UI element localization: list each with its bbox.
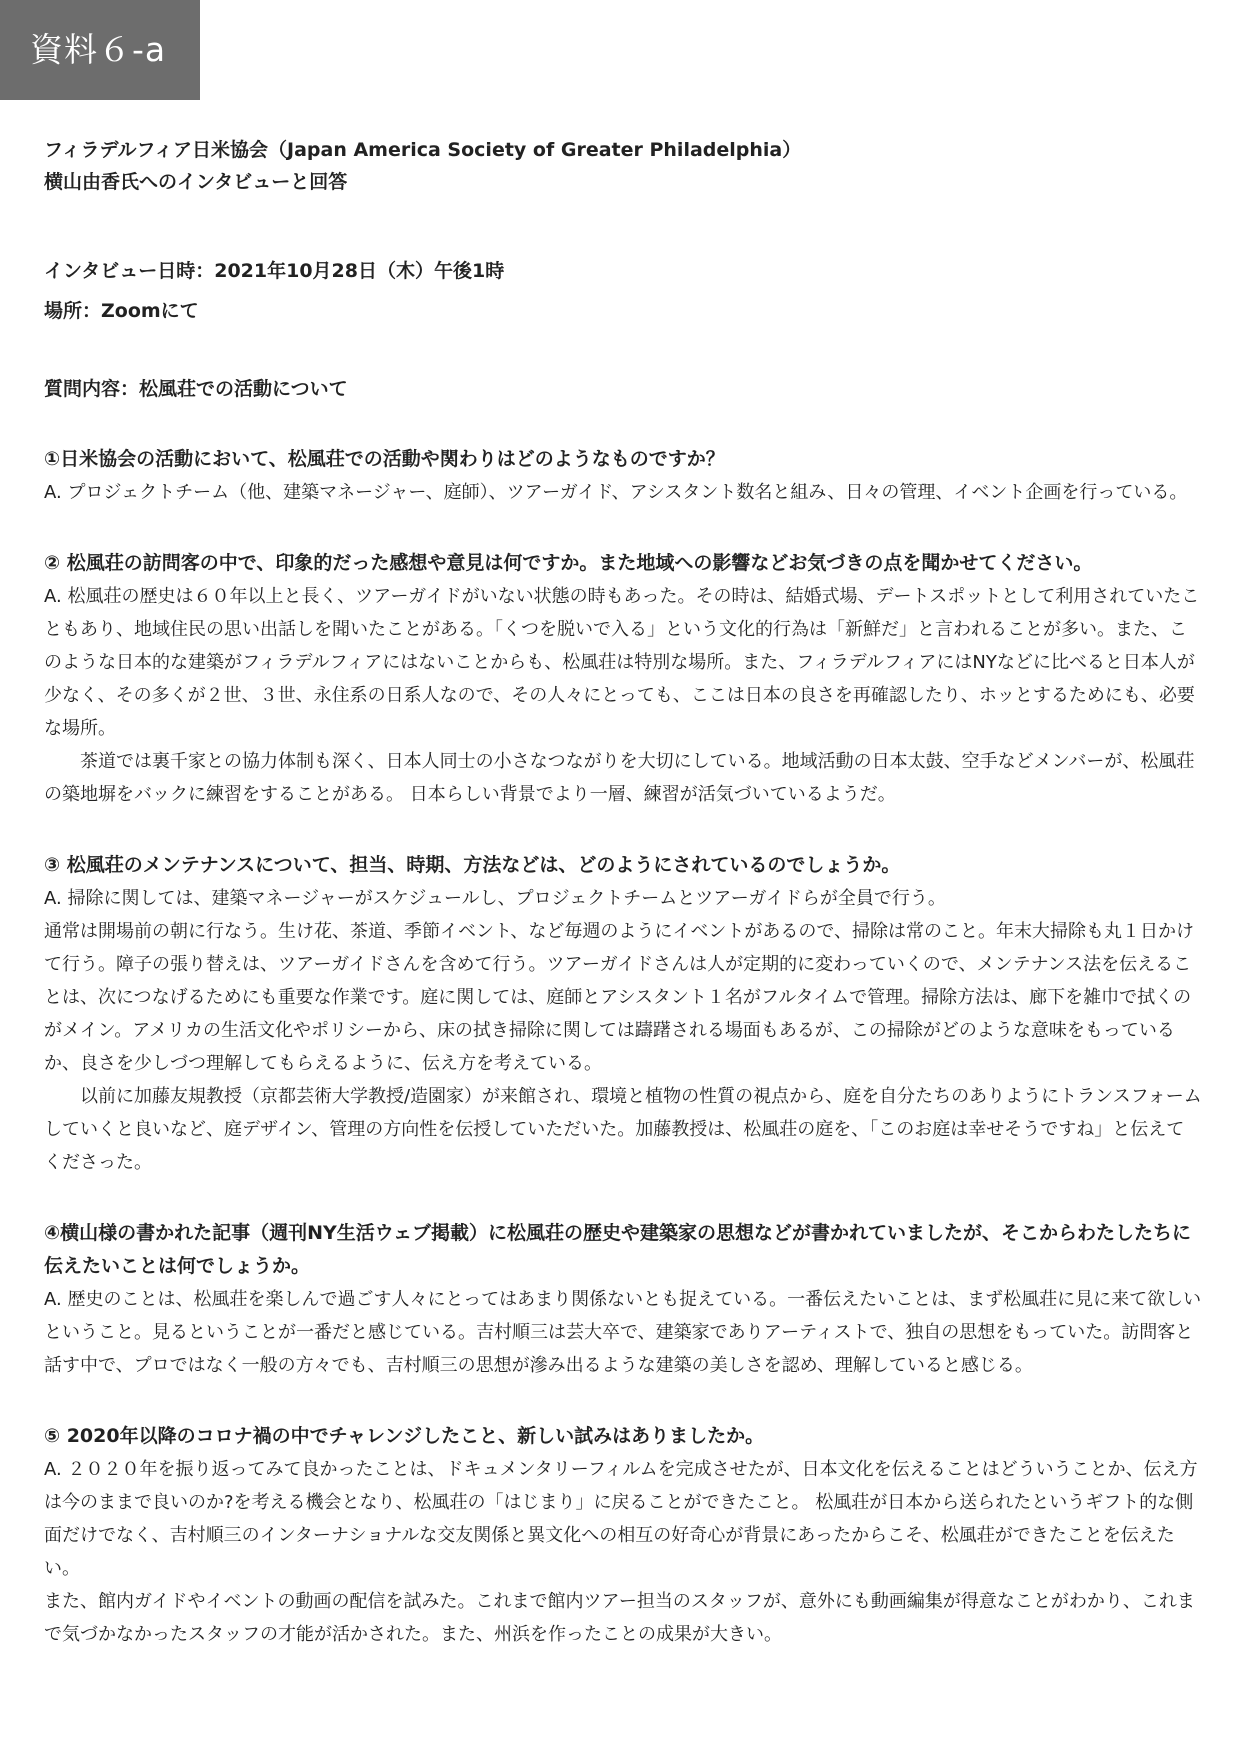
qa-item-5 — [44, 1420, 1202, 1651]
interview-subject: 質問内容：松風荘での活動について — [44, 378, 348, 400]
answer-5-paragraph-1: A. ２０２０年を振り返ってみて良かったことは、ドキュメンタリーフィルムを完成させたが、日本文化を伝えることはどういうことか、伝え方は今のままで良いのか?を考える機会となり、松風荘の「はじまり」に戻ることができたこと。 松風荘が日本から送られたというギフト的な側面だけでなく、吉村順三のインターナショナルな交友関係と異文化への相互の好奇心が背景にあったからこそ、松風荘ができたことを伝えたい。 — [44, 1459, 1198, 1579]
qa-item-4 — [44, 1217, 1202, 1382]
interview-title: 横山由香氏へのインタビューと回答 — [44, 171, 348, 193]
question-3: ③ 松風荘のメンテナンスについて、担当、時期、方法などは、どのようにされているのでしょうか。 — [44, 854, 901, 876]
answer-3-paragraph-2: 通常は開場前の朝に行なう。生け花、茶道、季節イベント、など毎週のようにイベントがあるので、掃除は常のこと。年末大掃除も丸１日かけて行う。障子の張り替えは、ツアーガイドさんを含めて行う。ツアーガイドさんは人が定期的に変わっていくので、メンテナンス法を伝えることは、次につなげるためにも重要な作業です。庭に関しては、庭師とアシスタント１名がフルタイムで管理。掃除方法は、廊下を雑巾で拭くのがメイン。アメリカの生活文化やポリシーから、床の拭き掃除に関しては躊躇される場面もあるが、この掃除がどのような意味をもっているか、良さを少しづつ理解してもらえるように、伝え方を考えている。 — [44, 921, 1195, 1074]
interview-date: インタビュー日時：2021年10月28日（木）午後1時 — [44, 260, 505, 282]
document-tag: 資料６-a — [0, 0, 200, 100]
question-2: ② 松風荘の訪問客の中で、印象的だった感想や意見は何ですか。また地域への影響などお気づきの点を聞かせてください。 — [44, 552, 1093, 574]
answer-2-paragraph-1: A. 松風荘の歴史は６０年以上と長く、ツアーガイドがいない状態の時もあった。その時は、結婚式場、デートスポットとして利用されていたこともあり、地域住民の思い出話しを聞いたことがある。「くつを脱いで入る」という文化的行為は「新鮮だ」と言われることが多い。また、このような日本的な建築がフィラデルフィアにはないことからも、松風荘は特別な場所。また、フィラデルフィアにはNYなどに比べると日本人が少なく、その多くが２世、３世、永住系の日系人なので、その人々にとっても、ここは日本の良さを再確認したり、ホッとするためにも、必要な場所。 — [44, 586, 1200, 739]
organization-title: フィラデルフィア日米協会（Japan America Society of Greater Philadelphia） — [44, 139, 802, 161]
answer-2-paragraph-2: 茶道では裏千家との協力体制も深く、日本人同士の小さなつながりを大切にしている。地域活動の日本太鼓、空手などメンバーが、松風荘の築地塀をバックに練習をすることがある。 日本らしい背景でより一層、練習が活気づいているようだ。 — [44, 751, 1195, 805]
question-4: ④横山様の書かれた記事（週刊NY生活ウェブ掲載）に松風荘の歴史や建築家の思想などが書かれていましたが、そこからわたしたちに伝えたいことは何でしょうか。 — [44, 1222, 1191, 1277]
answer-3-paragraph-1: A. 掃除に関しては、建築マネージャーがスケジュールし、プロジェクトチームとツアーガイドらが全員で行う。 — [44, 888, 946, 909]
document-body — [44, 134, 1202, 1651]
question-5: ⑤ 2020年以降のコロナ禍の中でチャレンジしたこと、新しい試みはありましたか。 — [44, 1425, 765, 1447]
qa-item-3 — [44, 849, 1202, 1179]
qa-item-1 — [44, 443, 1202, 509]
answer-5-paragraph-2: また、館内ガイドやイベントの動画の配信を試みた。これまで館内ツアー担当のスタッフが、意外にも動画編集が得意なことがわかり、これまで気づかなかったスタッフの才能が活かされた。また、州浜を作ったことの成果が大きい。 — [44, 1591, 1195, 1645]
qa-item-2 — [44, 547, 1202, 811]
interview-place: 場所：Zoomにて — [44, 300, 199, 322]
answer-1-paragraph-1: A. プロジェクトチーム（他、建築マネージャー、庭師）、ツアーガイド、アシスタント数名と組み、日々の管理、イベント企画を行っている。 — [44, 482, 1188, 503]
question-1: ①日米協会の活動において、松風荘での活動や関わりはどのようなものですか？ — [44, 448, 725, 470]
answer-4-paragraph-1: A. 歴史のことは、松風荘を楽しんで過ごす人々にとってはあまり関係ないとも捉えている。一番伝えたいことは、まず松風荘に見に来て欲しいということ。見るということが一番だと感じている。吉村順三は芸大卒で、建築家でありアーティストで、独自の思想をもっていた。訪問客と話す中で、プロではなく一般の方々でも、吉村順三の思想が滲み出るような建築の美しさを認め、理解していると感じる。 — [44, 1289, 1202, 1376]
answer-3-paragraph-3: 以前に加藤友規教授（京都芸術大学教授/造園家）が来館され、環境と植物の性質の視点から、庭を自分たちのありようにトランスフォームしていくと良いなど、庭デザイン、管理の方向性を伝授していただいた。加藤教授は、松風荘の庭を、「このお庭は幸せそうですね」と伝えてくださった。 — [44, 1086, 1202, 1173]
